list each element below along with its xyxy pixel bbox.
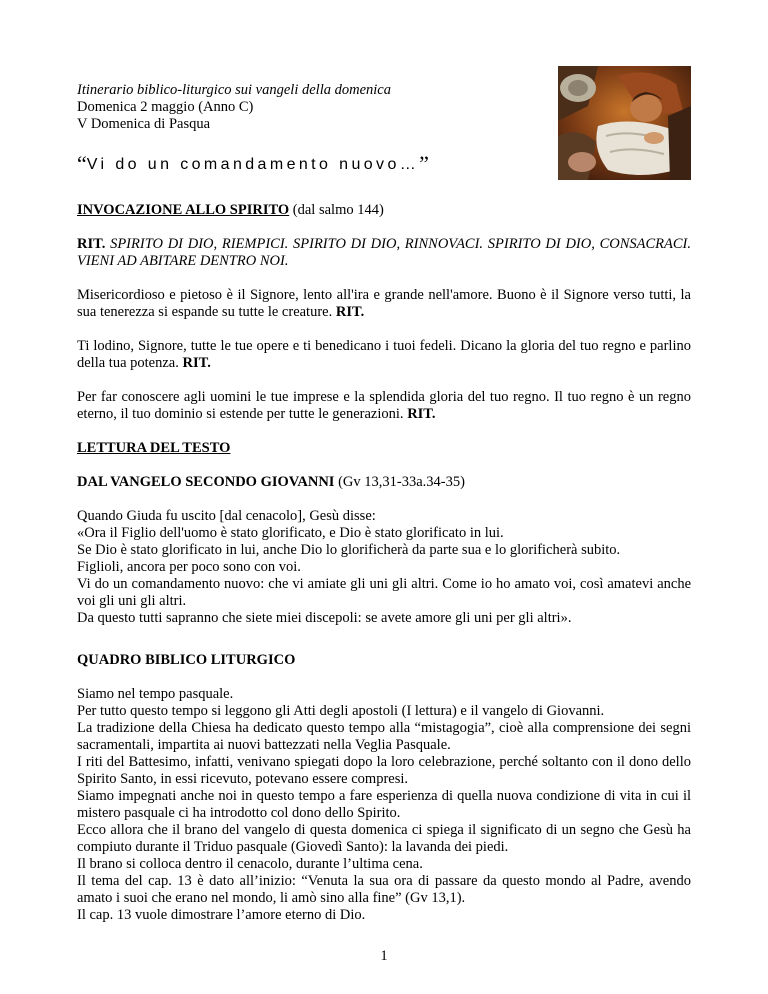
quadro-heading: QUADRO BIBLICO LITURGICO bbox=[77, 652, 296, 668]
quadro-line: Per tutto questo tempo si leggono gli Atti degli apostoli (I lettura) e il vangelo di Giovanni. bbox=[77, 703, 605, 719]
quadro-line: Il cap. 13 vuole dimostrare l’amore eterno di Dio. bbox=[77, 907, 366, 923]
quadro-line: Il brano si colloca dentro il cenacolo, durante l’ultima cena. bbox=[77, 856, 423, 872]
title-text: Vi do un comandamento nuovo… bbox=[86, 156, 420, 173]
lettura-heading: LETTURA DEL TESTO bbox=[77, 440, 231, 456]
psalm-verse bbox=[77, 287, 691, 321]
gospel-line: Da questo tutti sapranno che siete miei discepoli: se avete amore gli uni per gli altri». bbox=[77, 610, 572, 626]
psalm-verse bbox=[77, 389, 691, 423]
psalm-verse-rit: RIT. bbox=[335, 304, 365, 320]
rit-text: SPIRITO DI DIO, RIEMPICI. SPIRITO DI DIO, RINNOVACI. SPIRITO DI DIO, CONSACRACI. VIENI AD ABITARE DENTRO NOI. bbox=[77, 236, 691, 269]
title-open-quote: “ bbox=[77, 151, 87, 176]
invocazione-heading: INVOCAZIONE ALLO SPIRITO bbox=[77, 202, 290, 218]
header-date: Domenica 2 maggio (Anno C) bbox=[77, 99, 254, 115]
quadro-line: Ecco allora che il brano del vangelo di questa domenica ci spiega il significato di un segno che Gesù ha compiuto durante il Triduo pasquale (Giovedì Santo): la lavanda dei piedi. bbox=[77, 822, 691, 855]
header-series-title: Itinerario biblico-liturgico sui vangeli della domenica bbox=[77, 82, 391, 98]
invocazione-heading-line bbox=[77, 202, 691, 219]
document-title bbox=[77, 151, 429, 177]
quadro-line: I riti del Battesimo, infatti, venivano spiegati dopo la loro celebrazione, perché soltanto con il dono dello Spirito Santo, in essi ricevuto, potevano essere compresi. bbox=[77, 754, 691, 787]
gospel-reference: (Gv 13,31-33a.34-35) bbox=[334, 474, 465, 490]
psalm-verse-text: Per far conoscere agli uomini le tue imprese e la splendida gloria del tuo regno. Il tuo regno è un regno eterno, il tuo dominio si estende per tutte le generazioni. bbox=[77, 389, 691, 422]
quadro-line: Il tema del cap. 13 è dato all’inizio: “Venuta la sua ora di passare da questo mondo al Padre, avendo amato i suoi che erano nel mondo, li amò sino alla fine” (Gv 13,1). bbox=[77, 873, 691, 906]
religious-painting-thumbnail bbox=[558, 66, 691, 180]
psalm-verse-text: Misericordioso e pietoso è il Signore, lento all'ira e grande nell'amore. Buono è il Signore verso tutti, la sua tenerezza si espande su tutte le creature. bbox=[77, 287, 691, 320]
document-body bbox=[77, 202, 691, 924]
gospel-line: «Ora il Figlio dell'uomo è stato glorificato, e Dio è stato glorificato in lui. bbox=[77, 525, 504, 541]
quadro-line: Siamo impegnati anche noi in questo tempo a fare esperienza di quella nuova condizione di vita in cui il mistero pasquale ci ha introdotto col dono dello Spirito. bbox=[77, 788, 691, 821]
quadro-heading-line bbox=[77, 652, 691, 669]
psalm-verse bbox=[77, 338, 691, 372]
title-close-quote: ” bbox=[419, 151, 429, 176]
gospel-subheading-line bbox=[77, 474, 691, 491]
quadro-line: Siamo nel tempo pasquale. bbox=[77, 686, 234, 702]
gospel-line: Figlioli, ancora per poco sono con voi. bbox=[77, 559, 301, 575]
gospel-line: Vi do un comandamento nuovo: che vi amiate gli uni gli altri. Come io ho amato voi, così amatevi anche voi gli uni gli altri. bbox=[77, 576, 691, 609]
header-sunday: V Domenica di Pasqua bbox=[77, 116, 211, 132]
psalm-verse-text: Ti lodino, Signore, tutte le tue opere e ti benedicano i tuoi fedeli. Dicano la gloria del tuo regno e parlino della tua potenza. bbox=[77, 338, 691, 371]
gospel-line: Se Dio è stato glorificato in lui, anche Dio lo glorificherà da parte sua e lo glorificherà subito. bbox=[77, 542, 621, 558]
invocazione-source: (dal salmo 144) bbox=[289, 202, 384, 218]
document-header bbox=[77, 82, 391, 133]
page-number: 1 bbox=[380, 948, 388, 964]
quadro-line: La tradizione della Chiesa ha dedicato questo tempo alla “mistagogia”, cioè alla comprensione dei segni sacramentali, impartita ai nuovi battezzati nella Veglia Pasquale. bbox=[77, 720, 691, 753]
gospel-line: Quando Giuda fu uscito [dal cenacolo], Gesù disse: bbox=[77, 508, 376, 524]
rit-paragraph bbox=[77, 236, 691, 270]
lettura-heading-line bbox=[77, 440, 691, 457]
rit-label: RIT. bbox=[77, 236, 106, 252]
psalm-verse-rit: RIT. bbox=[407, 406, 436, 422]
gospel-subheading: DAL VANGELO SECONDO GIOVANNI bbox=[77, 474, 335, 490]
psalm-verse-rit: RIT. bbox=[182, 355, 211, 371]
painting-icon bbox=[558, 66, 691, 180]
